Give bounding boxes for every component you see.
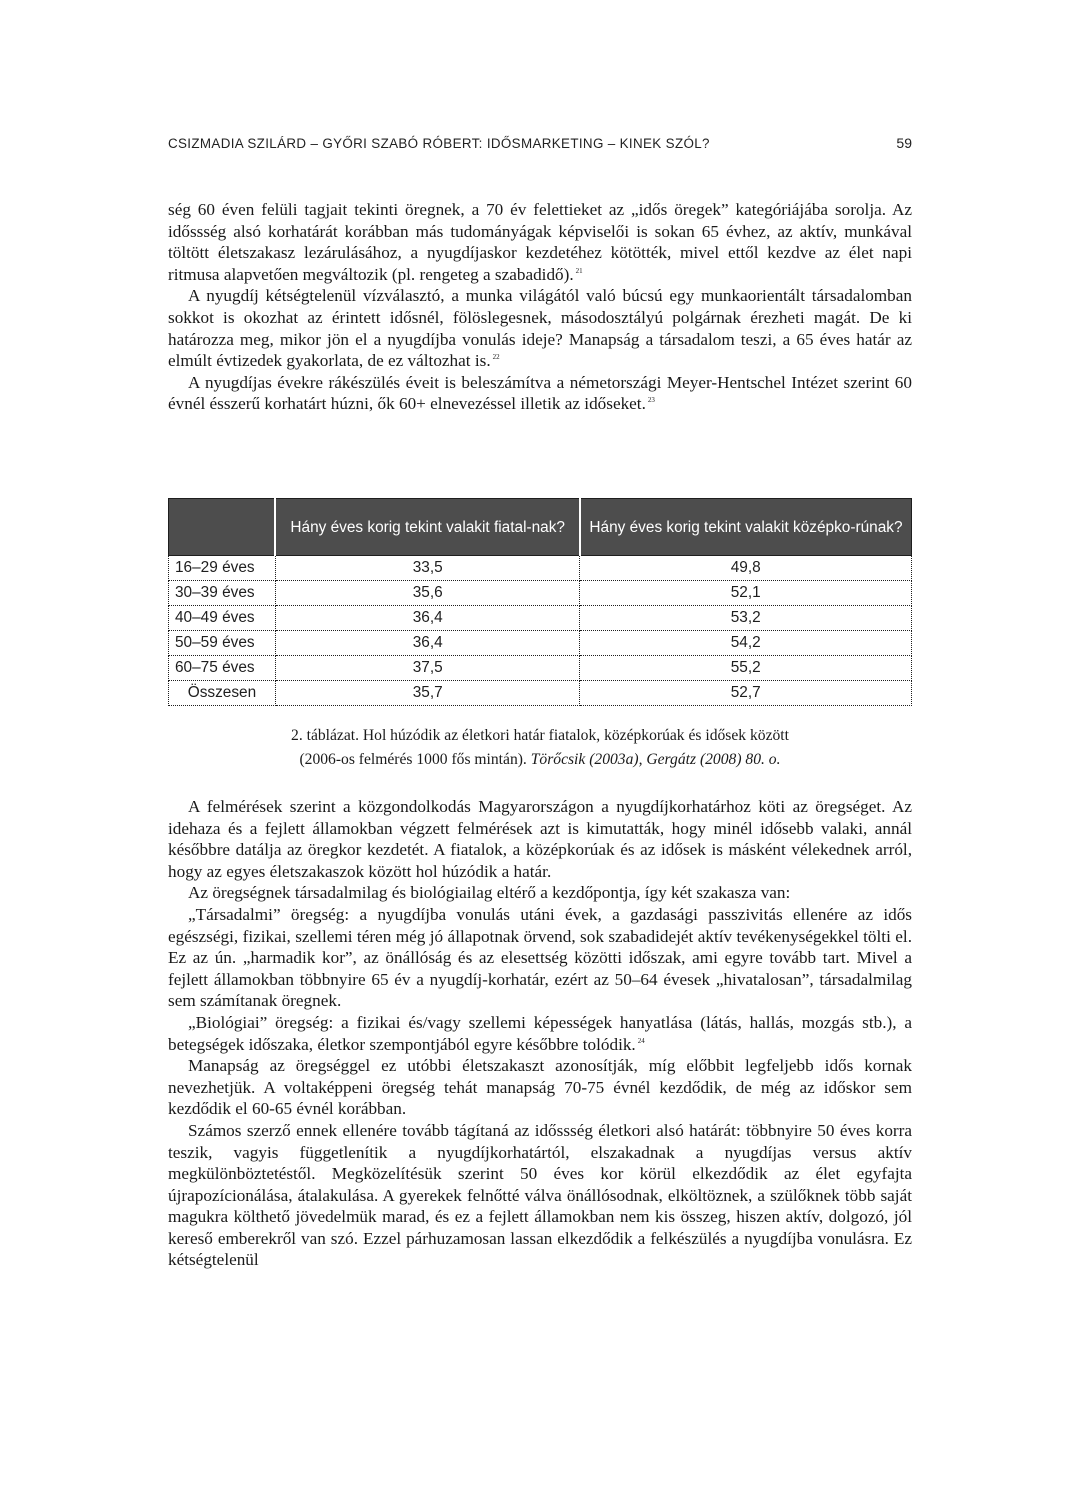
table-row — [169, 656, 912, 681]
table-cell: 35,7 — [275, 681, 580, 706]
table-cell: 36,4 — [275, 631, 580, 656]
table-header-cell — [169, 499, 276, 556]
caption-citation: Törőcsik (2003a), Gergátz (2008) 80. o. — [530, 751, 781, 768]
paragraph: Manapság az öregséggel ez utóbbi életszakaszt azonosítják, míg előbbit legfeljebb idős kornak nevezhetjük. A voltaképpeni öregség tehát manapság 70-75 évnél kezdődik, de még az időskor sem kezdődik el 60-65 évnél korábban. — [168, 1056, 912, 1119]
table-cell: 55,2 — [580, 656, 912, 681]
footnote-ref[interactable]: 23 — [647, 396, 655, 405]
table-row — [169, 606, 912, 631]
paragraph: ség 60 éven felüli tagjait tekinti öregnek, a 70 év felettieket az „idős öregek” kategóriájába sorolja. Az időssség alsó korhatárát korábban más tudományágak képviselői is sokan 65 évhez, az aktív, munkával töltött életszakasz lezárulásához, a nyugdíjaskor kezdetéhez kötötték, mivel ettől kezdve az élet napi ritmusa alapvetően megváltozik (pl. rengeteg a szabadidő). $^{21}$ — [168, 200, 912, 284]
table-row-label: 40–49 éves — [169, 606, 276, 631]
table-row — [169, 631, 912, 656]
table-cell: 54,2 — [580, 631, 912, 656]
table-row-label: Összesen — [169, 681, 276, 706]
table-cell: 37,5 — [275, 656, 580, 681]
paragraph: Számos szerző ennek ellenére tovább tágítaná az időssség életkori alsó határát: többnyire 50 éves korra teszik, vagyis függetlenítik a nyugdíjkorhatártól, elszakadnak a nyugdíjas versus aktív megkülönböztetéstől. Megközelítésük szerint 50 éves kor körül elkezdődik az élet egyfajta újrapozícionálása, átalakulása. A gyerekek felnőtté válva önállósodnak, elköltöznek, a szülőknek több saját magukra költhető jövedelmük marad, és ez a fejlett államokban nem kis összeg, hiszen aktív, dolgozó, jól kereső emberekről van szó. Ezzel párhuzamosan lassan elkezdődik a felkészülés a nyugdíjba vonulásra. Ez kétségtelenül — [168, 1120, 912, 1270]
body-text-top — [168, 199, 912, 415]
caption-line: 2. táblázat. Hol húzódik az életkori határ fiatalok, középkorúak és idősek között — [291, 727, 789, 744]
caption-line: (2006-os felmérés 1000 fős mintán). Törőcsik (2003a), Gergátz (2008) 80. o. — [299, 751, 781, 768]
footnote-ref[interactable]: 22 — [492, 353, 500, 362]
table-cell: 53,2 — [580, 606, 912, 631]
footnote-ref[interactable]: 21 — [575, 266, 583, 275]
paragraph: „Biológiai” öregség: a fizikai és/vagy szellemi képességek hanyatlása (látás, hallás, mozgás stb.), a betegségek időszaka, életkor szempontjából egyre későbbre tolódik. $^{24}$ — [168, 1012, 912, 1054]
table-row-label: 50–59 éves — [169, 631, 276, 656]
table-row — [169, 556, 912, 581]
table-cell: 33,5 — [275, 556, 580, 581]
table-caption — [168, 724, 912, 772]
running-header — [168, 135, 912, 151]
paragraph: A felmérések szerint a közgondolkodás Magyarországon a nyugdíjkorhatárhoz köti az öregséget. Az idehaza és a fejlett államokban végzett felmérések azt is kimutatták, hogy minél idősebb valaki, annál későbbre datálja az öregkor kezdetét. A fiatalok, a középkorúak és az idősek is másként vélekednek arról, hogy az egyes életszakaszok között hol húzódik a határ. — [168, 797, 912, 881]
table-cell: 49,8 — [580, 556, 912, 581]
table-cell: 35,6 — [275, 581, 580, 606]
table-cell: 52,7 — [580, 681, 912, 706]
table-cell: 36,4 — [275, 606, 580, 631]
paragraph: „Társadalmi” öregség: a nyugdíjba vonulás utáni évek, a gazdasági passzivitás ellenére az idős egészségi, fizikai, szellemi téren még jó állapotnak örvend, sok szabadidejét aktív tevékenységekkel tölti el. Ez az ún. „harmadik kor”, az önállóság és az elesettség közötti időszak, ami egyre tovább tart. Mivel a fejlett államokban többnyire 65 év a nyugdíj-korhatár, ezért az 50–64 évesek „hivatalosan”, társadalmilag sem számítanak öregnek. — [168, 904, 912, 1011]
paragraph: Az öregségnek társadalmilag és biológiailag eltérő a kezdőpontja, így két szakasza van: — [188, 883, 791, 903]
body-text-bottom — [168, 796, 912, 1271]
paragraph: A nyugdíjas évekre rákészülés éveit is beleszámítva a németországi Meyer-Hentschel Intézet szerint 60 évnél ésszerű korhatárt húzni, ők 60+ elnevezéssel illetik az időseket. $^{23}$ — [168, 372, 912, 414]
table-row — [169, 581, 912, 606]
table-header-row — [169, 499, 912, 556]
running-title: CSIZMADIA SZILÁRD – GYŐRI SZABÓ RÓBERT: IDŐSMARKETING – KINEK SZÓL? — [168, 136, 710, 151]
table-row-label: 30–39 éves — [169, 581, 276, 606]
age-threshold-table — [168, 498, 912, 706]
table-row-label: 16–29 éves — [169, 556, 276, 581]
table-cell: 52,1 — [580, 581, 912, 606]
table-row-label: 60–75 éves — [169, 656, 276, 681]
footnote-ref[interactable]: 24 — [637, 1036, 645, 1045]
page-number: 59 — [896, 135, 912, 151]
table-header-cell: Hány éves korig tekint valakit fiatal-nak? — [275, 499, 580, 556]
paragraph: A nyugdíj kétségtelenül vízválasztó, a munka világától való búcsú egy munkaorientált társadalomban sokkot is okozhat az érintett idősnél, fölöslegesnek, másodosztályú polgárnak érezheti magát. De ki határozza meg, mikor jön el a nyugdíjba vonulás ideje? Manapság a társadalom teszi, a 65 éves határ az elmúlt évtizedek gyakorlata, de ez változhat is. $^{22}$ — [168, 286, 912, 371]
table-header-cell: Hány éves korig tekint valakit középko-rúnak? — [580, 499, 912, 556]
table-row — [169, 681, 912, 706]
